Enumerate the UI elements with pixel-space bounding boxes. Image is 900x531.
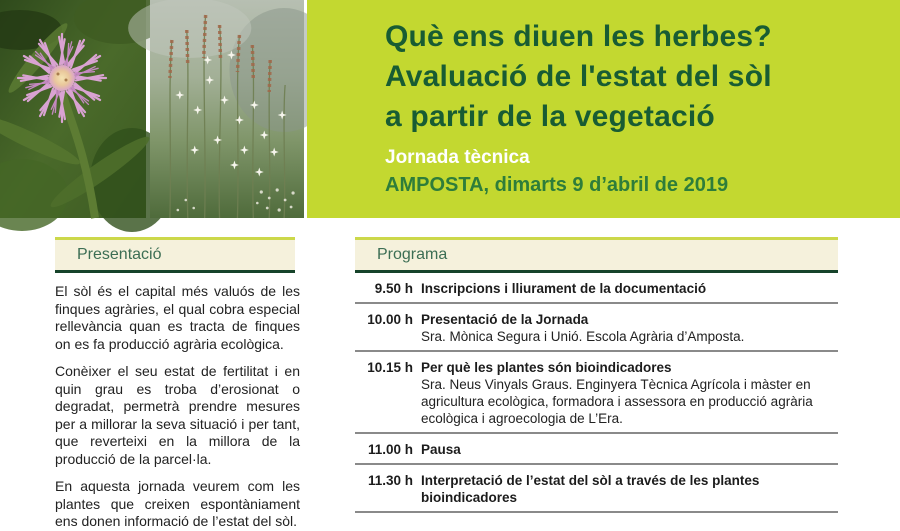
program-item-title: Presentació de la Jornada — [421, 312, 589, 327]
title-block — [307, 0, 900, 218]
presentation-heading: Presentació — [77, 246, 162, 263]
program-item-title: Per què les plantes són bioindicadores — [421, 360, 672, 375]
program-column — [355, 237, 838, 531]
meadow-illustration — [150, 0, 304, 218]
page-title-line-2: Avaluació de l'estat del sòl — [385, 60, 772, 93]
header-banner — [0, 0, 900, 218]
program-item-speaker: Sra. Neus Vinyals Graus. Enginyera Tècnica Agrícola i màster en agricultura ecològica, formadora i assessora en producció agrària ecològica i agroecologia de L’Era. — [421, 377, 813, 426]
program-item-time: 11.30 h — [367, 473, 413, 488]
program-heading-box — [355, 237, 838, 273]
presentation-heading-box — [55, 237, 295, 273]
presentation-paragraph: Conèixer el seu estat de fertilitat i en quin grau es troba d’erosionat o degradat, permetrà prendre mesures per a millorar la seva situació i per tant, que reverteixi en la millora de la producció de la parcel·la. — [55, 363, 300, 467]
photo-white-asphodels — [150, 0, 304, 218]
program-list — [355, 273, 838, 513]
program-item-title: Interpretació de l’estat del sòl a través de les plantes bioindicadores — [421, 473, 760, 505]
program-item — [355, 273, 838, 304]
pink-flower-illustration — [0, 0, 146, 218]
presentation-paragraph: En aquesta jornada veurem com les plantes que creixen espontàniament ens donen informació de l’estat del sòl. — [55, 478, 300, 529]
photo-pink-knapweed — [0, 0, 146, 218]
content-area — [0, 237, 900, 531]
program-item-speaker: Sra. Mònica Segura i Unió. Escola Agrària d’Amposta. — [421, 329, 745, 344]
presentation-column — [55, 237, 300, 531]
presentation-paragraph: El sòl és el capital més valuós de les finques agràries, el qual cobra especial rellevància quan es tracta de finques on es fa producció agrària ecològica. — [55, 283, 300, 352]
program-item-time: 11.00 h — [367, 442, 413, 457]
program-heading: Programa — [377, 246, 448, 263]
program-item — [355, 465, 838, 513]
program-item-time: 10.00 h — [367, 312, 413, 327]
program-item-time: 9.50 h — [374, 281, 413, 296]
location-date: AMPOSTA, dimarts 9 d’abril de 2019 — [385, 174, 729, 196]
event-type-subtitle: Jornada tècnica — [385, 147, 530, 168]
presentation-paragraphs — [55, 283, 300, 531]
program-item-time: 10.15 h — [367, 360, 413, 375]
page-title-line-3: a partir de la vegetació — [385, 100, 715, 133]
program-item — [355, 352, 838, 434]
program-item-title: Pausa — [421, 442, 461, 457]
program-item-title: Inscripcions i lliurament de la documentació — [421, 281, 707, 296]
program-item — [355, 304, 838, 352]
page-title-line-1: Què ens diuen les herbes? — [385, 20, 772, 53]
program-item — [355, 434, 838, 465]
